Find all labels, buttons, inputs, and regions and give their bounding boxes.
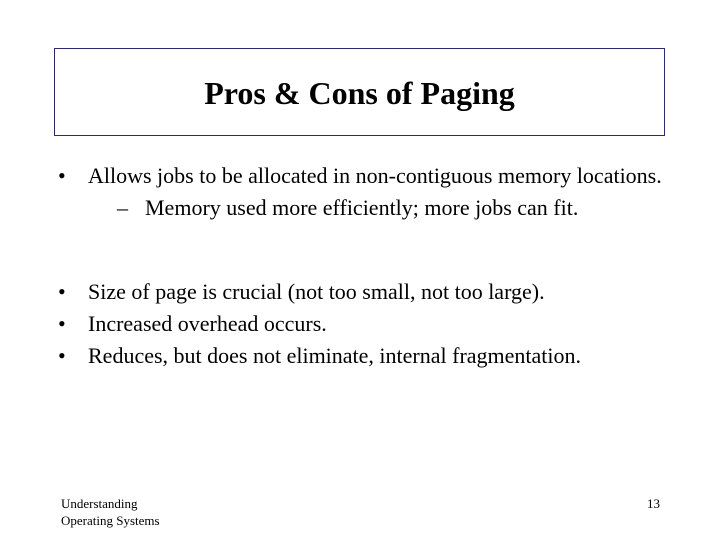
bullet-text: Size of page is crucial (not too small, not too large).	[88, 279, 545, 304]
sub-bullet-item	[58, 192, 678, 224]
bullet-text: Allows jobs to be allocated in non-contiguous memory locations.	[88, 163, 662, 188]
bullet-icon: •	[58, 279, 66, 304]
dash-icon: –	[117, 195, 128, 220]
bullet-item	[58, 308, 678, 340]
page-number: 13	[647, 496, 660, 511]
title-box	[54, 48, 665, 136]
bullet-item	[58, 340, 678, 372]
bullet-icon: •	[58, 163, 66, 188]
footer-line-2: Operating Systems	[61, 513, 160, 528]
bullet-list	[58, 160, 678, 372]
bullet-icon: •	[58, 311, 66, 336]
bullet-text: Increased overhead occurs.	[88, 311, 327, 336]
bullet-item	[58, 160, 678, 192]
bullet-item	[58, 276, 678, 308]
footer-course-title	[61, 495, 160, 529]
bullet-icon: •	[58, 343, 66, 368]
bullet-text: Reduces, but does not eliminate, internal fragmentation.	[88, 343, 582, 368]
footer-line-1: Understanding	[61, 496, 138, 511]
sub-bullet-text: Memory used more efficiently; more jobs can fit.	[145, 195, 579, 220]
slide-title: Pros & Cons of Paging	[204, 74, 515, 111]
